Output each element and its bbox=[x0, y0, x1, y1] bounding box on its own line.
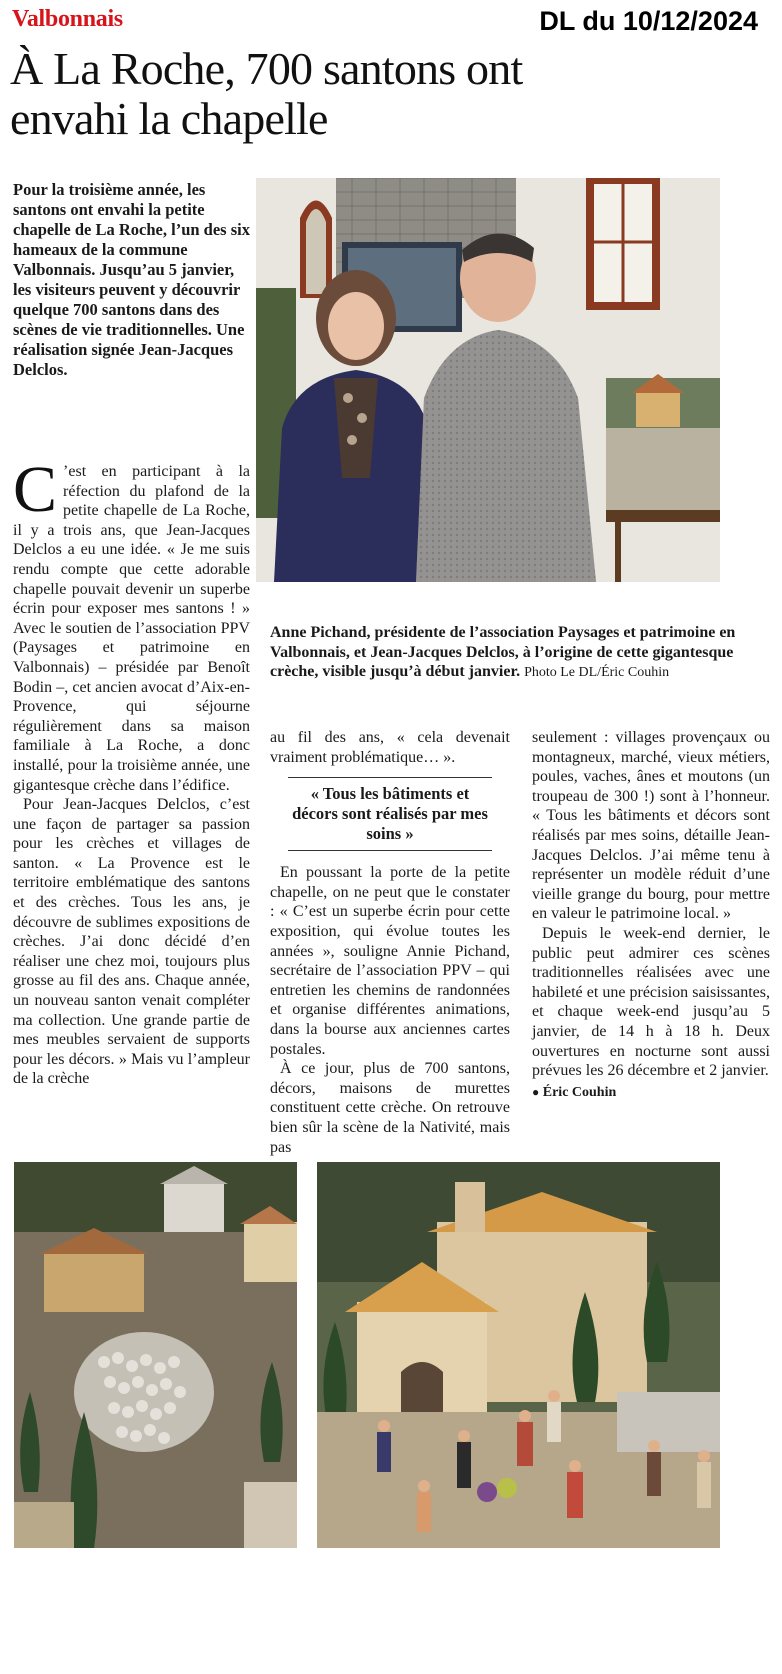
headline: À La Roche, 700 santons ont envahi la chapelle bbox=[10, 43, 523, 144]
photo-credit: Photo Le DL/Éric Couhin bbox=[524, 665, 670, 681]
section-rubric: Valbonnais bbox=[12, 6, 123, 32]
paragraph-3: au fil des ans, « cela devenait vraiment problématique… ». bbox=[270, 729, 510, 766]
photo-caption bbox=[270, 623, 770, 683]
paragraph-1: C ’est en participant à la réfection du plafond de la petite chapelle de La Roche, il y a trois ans, que Jean-Jacques Delclos a eu une idée. « Je me suis rendu compte que cette adorable chapelle pouvait devenir un superbe écrin pour exposer mes santons ! » Avec le soutien de l’association PPV (Paysages et patrimoine en Valbonnais) – présidée par Benoît Bodin –, cet ancien avocat d’Aix-en-Provence, qui séjourne régulièrement dans sa maison familiale à La Roche, a donc installé, pour la troisième année, une gigantesque crèche dans l’édifice. bbox=[13, 453, 250, 794]
paragraph-4: En poussant la porte de la petite chapelle, on ne peut que le constater : « C’est un superbe écrin pour cette exposition, qui évolue toutes les années », souligne Annie Pichand, secrétaire de l’association PPV – qui entretien les chemins de randonnées et organise différentes animations, dans la bourse aux anciennes cartes postales. bbox=[270, 864, 510, 1058]
article-column-1 bbox=[13, 453, 250, 1089]
date-stamp: DL du 10/12/2024 bbox=[539, 6, 758, 36]
paragraph-2: Pour Jean-Jacques Delclos, c’est une façon de partager sa passion pour les crèches et villages de santon. « La Provence est le territoire emblématique des santons et des crèches. Tous les ans, je découvre de sublimes expositions de crèches. J’ai donc décidé d’en réaliser une chez moi, toujours plus grosse au fil des ans. Chaque année, un nouveau santon venait compléter ma collection. Une grande partie de mes meubles servaient de supports pour les décors. » Mais vu l’ampleur de la crèche bbox=[13, 796, 250, 1088]
drop-cap: C bbox=[13, 453, 58, 526]
paragraph-5: À ce jour, plus de 700 santons, décors, maisons de murettes constituent cette crèche. On retrouve bien sûr la scène de la Nativité, mais pas bbox=[270, 1060, 510, 1156]
creche-village-photo bbox=[14, 1162, 297, 1548]
signature-bullet: ● bbox=[532, 1084, 540, 1099]
portrait-photo bbox=[256, 178, 720, 582]
lead-paragraph: Pour la troisième année, les santons ont envahi la petite chapelle de La Roche, l’un des six hameaux de la commune Valbonnais. Jusqu’au 5 janvier, les visiteurs peuvent y découvrir quelque 700 santons dans des scènes de vie traditionnelles. Une réalisation signée Jean-Jacques Delclos. bbox=[13, 180, 250, 379]
article-column-3 bbox=[532, 728, 770, 1102]
caption-text: Anne Pichand, présidente de l’association Paysages et patrimoine en Valbonnais, et Jean-Jacques Delclos, à l’origine de cette gigantesque crèche, visible jusqu’à début janvier. bbox=[270, 624, 736, 681]
article-column-2 bbox=[270, 728, 510, 1157]
paragraph-7: Depuis le week-end dernier, le public peut admirer ces scènes traditionnelles réalisées avec une habileté et une précision saisissantes, et chaque week-end jusqu’au 5 janvier, de 14 h à 18 h. Deux ouvertures en nocturne sont aussi prévues les 26 décembre et 2 janvier. bbox=[532, 924, 770, 1080]
author-signature: ● Éric Couhin bbox=[532, 1084, 617, 1100]
creche-chapel-photo bbox=[317, 1162, 720, 1548]
paragraph-6: seulement : villages provençaux ou montagneux, marché, vieux métiers, poules, vaches, ânes et moutons (un troupeau de 300 !) sont à l’honneur. « Tous les bâtiments et décors sont réalisés par mes soins, détaille Jean-Jacques Delclos. J’ai même tenu à représenter un modèle réduit d’une vieille grange du bourg, pour mettre en valeur le patrimoine local. » bbox=[532, 729, 770, 923]
pull-quote: « Tous les bâtiments et décors sont réalisés par mes soins » bbox=[288, 777, 492, 851]
